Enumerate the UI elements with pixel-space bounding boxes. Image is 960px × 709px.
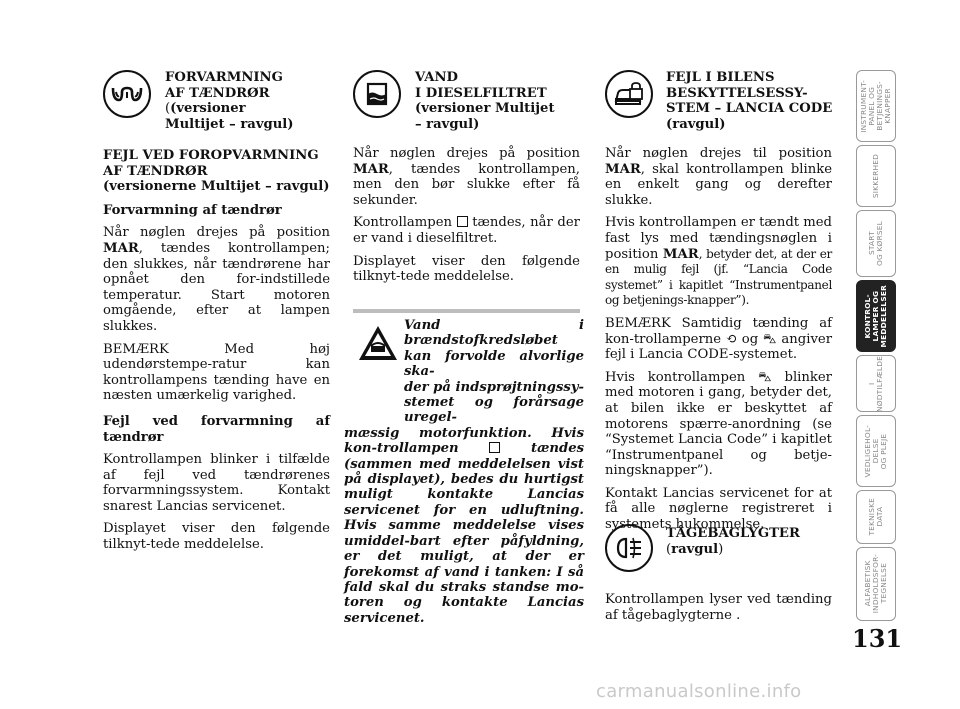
water-in-fuel-small-icon (457, 216, 468, 227)
glow-plug-title: FORVARMNING AF TÆNDRØR ((versioner Multijet – ravgul) (165, 70, 294, 132)
lancia-code-title: FEJL I BILENS BESKYTTELSESSY- STEM – LANCIA CODE (ravgul) (666, 70, 833, 132)
paragraph-display-message: Displayet viser den følgende tilknyt-tede meddelelse. (103, 521, 330, 553)
paragraph-water-key: Når nøglen drejes på position MAR, tændes kontrollampen, men den bør slukke efter få sekunder. (353, 146, 580, 208)
tab-safety[interactable]: SIKKERHED (856, 145, 896, 207)
tab-emergency[interactable]: I NØDTILFÆLDE (856, 355, 896, 412)
paragraph-note-temperature: BEMÆRK Med høj udendørstempe-ratur kan kontrollampens tænding have en næsten umærkelig varighed. (103, 341, 330, 404)
divider (353, 309, 580, 313)
paragraph-code-note: BEMÆRK Samtidig tænding af kon-trollamperne ⟲ og ⛍ angiver fejl i Lancia CODE-systemet. (605, 315, 833, 363)
tab-start-driving[interactable]: START OG KØRSEL (856, 210, 896, 277)
rear-fog-light-icon (605, 524, 653, 572)
paragraph-code-fault: Hvis kontrollampen er tændt med fast lys med tændingsnøglen i position MAR, betyder det, at der er en mulig fejl (jf. “Lancia Code systemet” i kapitlet “Instrumentpanel og betjenings-knapper”). (605, 215, 833, 308)
page-number: 131 (852, 624, 903, 653)
tab-index[interactable]: ALFABETISK INDHOLDSFOR- TEGNELSE (856, 547, 896, 621)
paragraph-code-blink: Hvis kontrollampen ⛍ blinker med motoren i gang, betyder det, at bilen ikke er beskyttet af motorens spærre-anordning (se “Systemet Lancia Code” i kapitlet “Instrumentpanel og betje-ningsknapper”). (605, 369, 832, 479)
glow-plug-icon (103, 70, 151, 118)
paragraph-water-display: Displayet viser den følgende tilknyt-tede meddelelse. (353, 253, 580, 285)
heading-glow-fault: FEJL VED FOROPVARMNING (103, 148, 319, 163)
tab-instrument-panel[interactable]: INSTRUMENT- PANEL OG BETJENINGS- KNAPPER (856, 70, 896, 142)
paragraph-water-lamp: Kontrollampen tændes, når der er vand i dieselfiltret. (353, 215, 580, 246)
warning-text: mæssig motorfunktion. Hvis kon-trollampen tændes (sammen med meddelelsen vist på displayet), bedes du hurtigst muligt kontakte Lancias servicenet for en udluftning. Hvis samme meddelelse vises umiddel-bart efter påfyldning, er det muligt, at der er forekomst af vand i tanken: I så fald skal du straks standse mo-toren og kontakte Lancias servicenet. (344, 425, 585, 626)
tab-warning-lights[interactable]: KONTROL- LAMPER OG MEDDELELSER (856, 280, 896, 352)
lancia-code-car-lock-icon (605, 70, 653, 118)
paragraph-fault-blink: Kontrollampen blinker i tilfælde af fejl ved tændrørenes forvarmningssystem. Kontakt snarest Lancias servicenet. (103, 452, 330, 514)
tab-maintenance[interactable]: VEDLIGEHOL- DELSE OG PLEJE (856, 415, 896, 487)
watermark: carmanualsonline.info (596, 681, 802, 702)
column-right (605, 146, 832, 540)
fog-title: TÅGEBAGLYGTER (ravgul) (666, 526, 800, 557)
subheading-preheat: Forvarmning af tændrør (103, 202, 282, 218)
fog-paragraph: Kontrollampen lyser ved tænding af tågebaglygterne . (605, 592, 832, 623)
column-left: FEJL VED FOROPVARMNING AF TÆNDRØR (versionerne Multijet – ravgul) Forvarmning af tændrør Når nøglen drejes på position MAR, tændes kontrollampen; den slukkes, når tændrørene har opnået den for-indstillede temperatur. Start motoren omgående, efter at lampen slukkes. BEMÆRK Med høj udendørstempe-ratur kan kontrollampens tænding have en næsten umærkelig varighed. Fejl ved forvarmning af tændrør Kontrollampen blinker i tilfælde af fejl ved tændrørenes forvarmningssystem. Kontakt snarest Lancias servicenet. Displayet viser den følgende tilknyt-tede meddelelse. (103, 148, 330, 553)
column-middle (353, 146, 580, 292)
engine-fault-small-icon: ⟲ (725, 331, 737, 347)
water-in-fuel-icon (353, 70, 401, 118)
subheading-preheat-fault: Fejl ved forvarmning af tændrør (103, 413, 330, 445)
warning-box: Vand i brændstofkredsløbet kan forvolde alvorlige ska- der på indsprøjtningssy- stemet og forårsage uregel- mæssig motorfunktion. Hvis kon-trollampen tændes (sammen med meddelelsen vist på displayet), bedes du hurtigst muligt kontakte Lancias servicenet for en udluftning. Hvis samme meddelelse vises umiddel-bart efter påfyldning, er det muligt, at der er forekomst af vand i tanken: I så fald skal du straks standse mo-toren og kontakte Lancias servicenet. (344, 318, 585, 626)
paragraph-preheat: Når nøglen drejes på position MAR, tændes kontrollampen; den slukkes, når tændrørene har opnået den for-indstillede temperatur. Start motoren omgående, efter at lampen slukkes. (103, 225, 330, 334)
car-lock-small-icon: ⛍ (763, 331, 777, 347)
water-in-fuel-title: VAND I DIESELFILTRET (versioner Multijet – ravgul) (415, 70, 555, 132)
paragraph-code-contact: Kontakt Lancias servicenet for at få alle nøglerne registreret i systemets hukommelse. (605, 485, 832, 533)
warning-triangle-icon (357, 324, 399, 366)
paragraph-code-key: Når nøglen drejes til position MAR, skal kontrollampen blinke en enkelt gang og derefter slukke. (605, 146, 832, 208)
tab-technical-data[interactable]: TEKNISKE DATA (856, 490, 896, 544)
